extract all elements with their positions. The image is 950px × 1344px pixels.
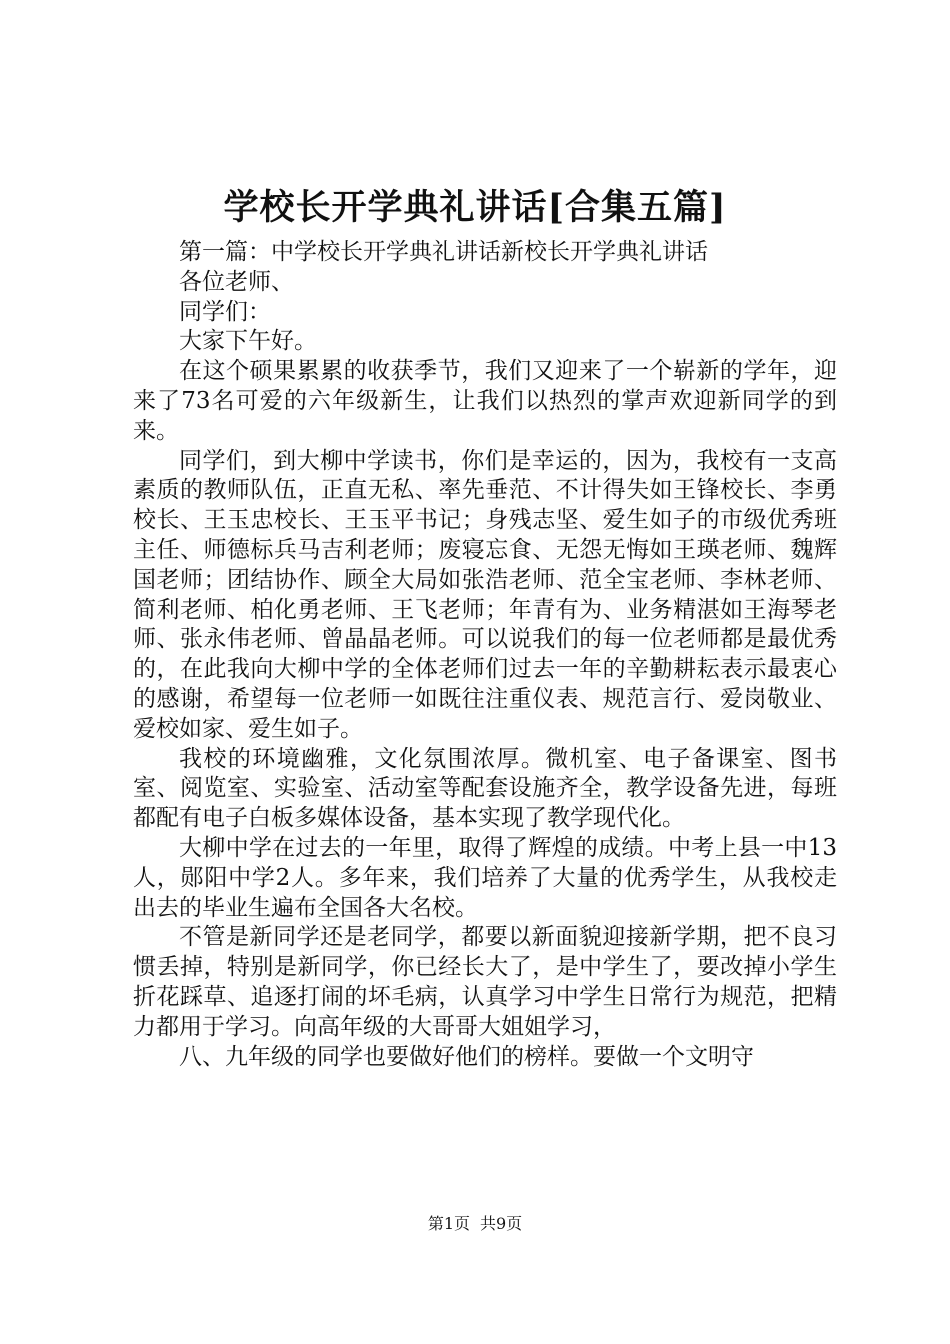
page-footer [0, 1214, 950, 1234]
paragraph: 我校的环境幽雅，文化氛围浓厚。微机室、电子备课室、图书室、阅览室、实验室、活动室等配套设施齐全，教学设备先进，每班都配有电子白板多媒体设备，基本实现了教学现代化。 [133, 745, 837, 832]
paragraph: 第一篇：中学校长开学典礼讲话新校长开学典礼讲话 [179, 239, 708, 265]
paragraph: 不管是新同学还是老同学，都要以新面貌迎接新学期，把不良习惯丢掉，特别是新同学，你已经长大了，是中学生了，要改掉小学生折花踩草、追逐打闹的坏毛病，认真学习中学生日常行为规范，把精力都用于学习。向高年级的大哥哥大姐姐学习， [133, 924, 837, 1040]
paragraph: 大家下午好。 [179, 328, 317, 355]
paragraph: 同学们，到大柳中学读书，你们是幸运的，因为，我校有一支高素质的教师队伍，正直无私、率先垂范、不计得失如王锋校长、李勇校长、王玉忠校长、王玉平书记；身残志坚、爱生如子的市级优秀班主任、师德标兵马吉利老师；废寝忘食、无怨无悔如王瑛老师、魏辉国老师；团结协作、顾全大局如张浩老师、范全宝老师、李林老师、简利老师、柏化勇老师、王飞老师；年青有为、业务精湛如王海琴老师、张永伟老师、曾晶晶老师。可以说我们的每一位老师都是最优秀的，在此我向大柳中学的全体老师们过去一年的辛勤耕耘表示最衷心的感谢，希望每一位老师一如既往注重仪表、规范言行、爱岗敬业、爱校如家、爱生如子。 [133, 447, 837, 742]
document-body [133, 238, 837, 1072]
paragraph: 大柳中学在过去的一年里，取得了辉煌的成绩。中考上县一中13人，郧阳中学2人。多年来，我们培养了大量的优秀学生，从我校走出去的毕业生遍布全国各大名校。 [133, 834, 837, 921]
paragraph: 在这个硕果累累的收获季节，我们又迎来了一个崭新的学年，迎来了73名可爱的六年级新生，让我们以热烈的掌声欢迎新同学的到来。 [133, 358, 837, 444]
paragraph: 八、九年级的同学也要做好他们的榜样。要做一个文明守 [179, 1043, 754, 1070]
document-title: 学校长开学典礼讲话[合集五篇] [223, 187, 727, 228]
paragraph: 各位老师、 [179, 268, 294, 295]
paragraph: 同学们： [179, 298, 271, 325]
page-total: 共9页 [480, 1214, 523, 1233]
page-number: 第1页 [427, 1214, 470, 1233]
